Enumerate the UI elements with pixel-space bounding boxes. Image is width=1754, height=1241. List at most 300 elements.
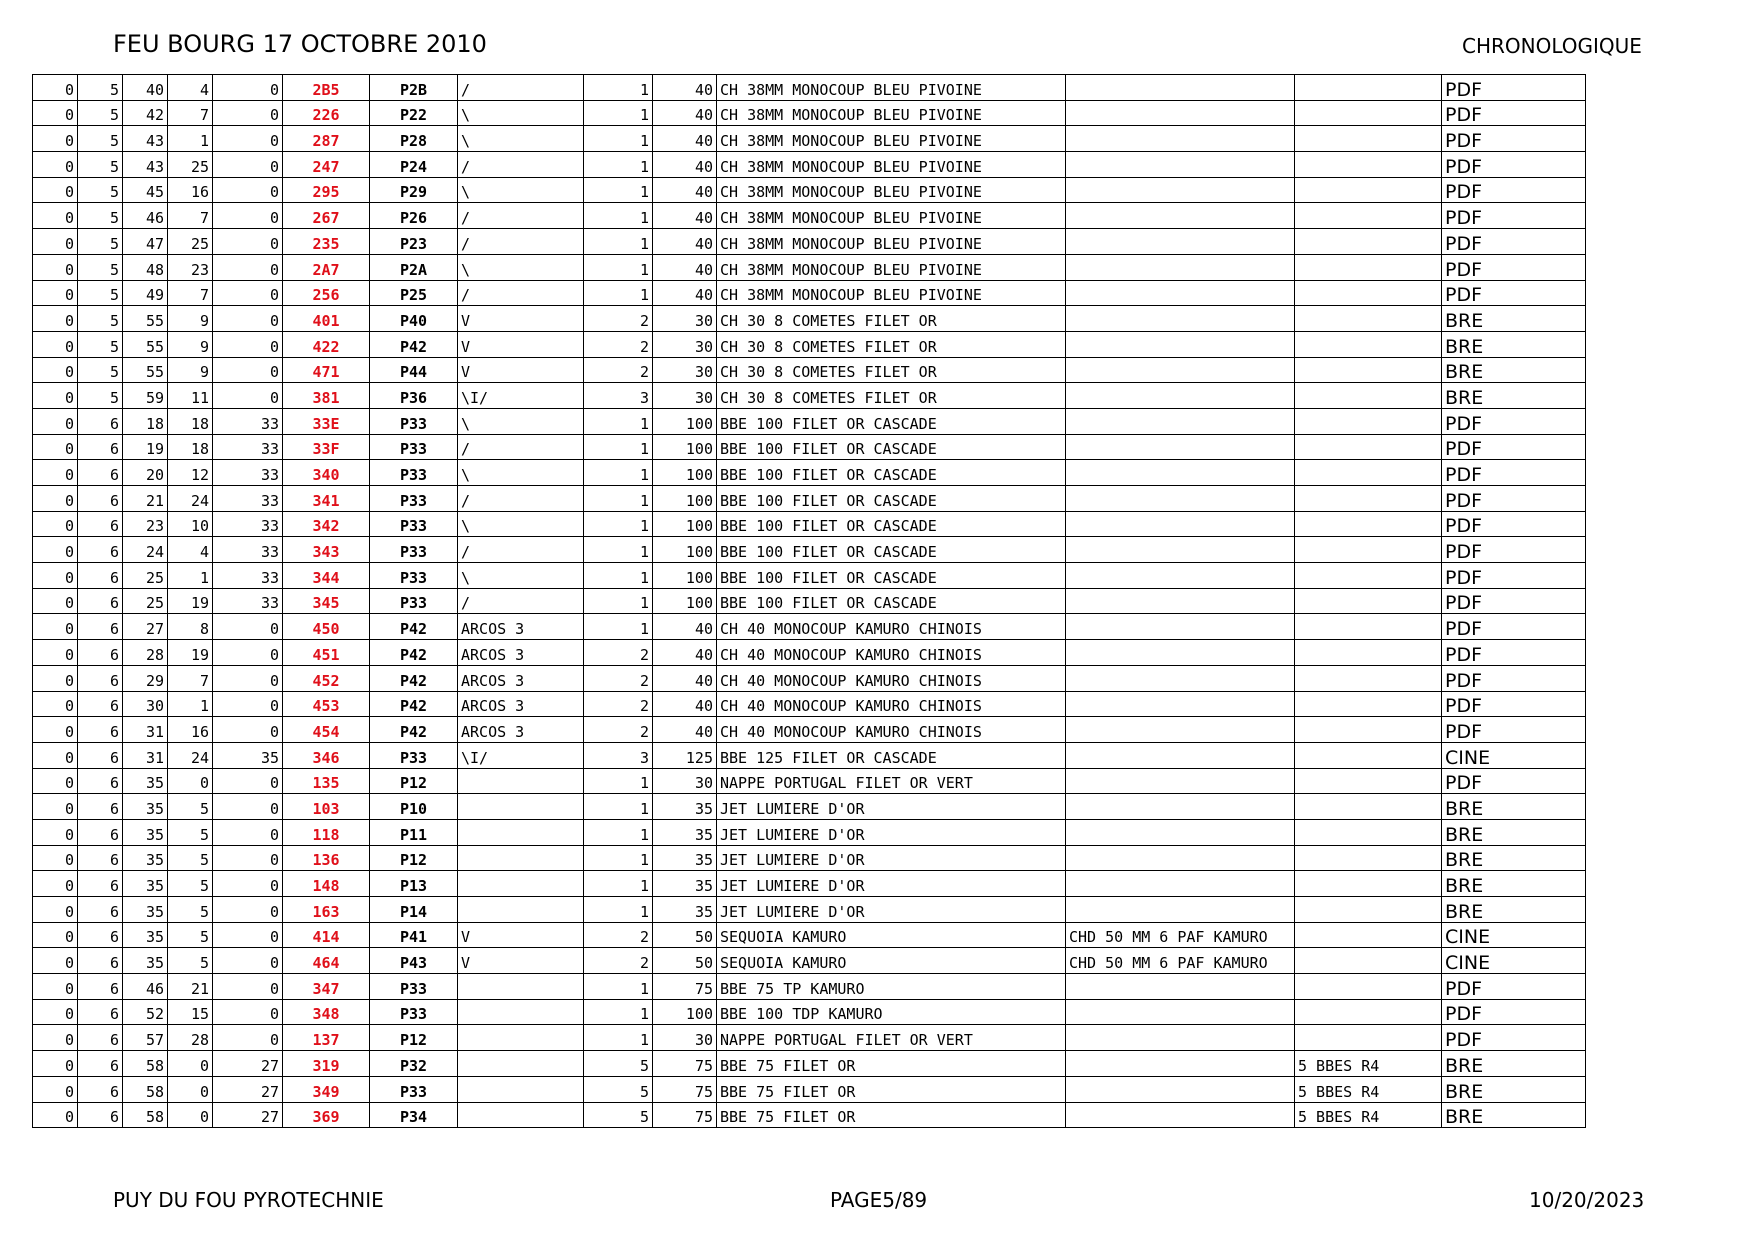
position-cell: P33 (370, 537, 458, 563)
table-row (33, 383, 1586, 409)
caliber-cell: 100 (653, 588, 717, 614)
second-cell: 35 (123, 794, 168, 820)
product-cell: SEQUOIA KAMURO (717, 922, 1066, 948)
table-row (33, 999, 1586, 1025)
position-cell: P29 (370, 177, 458, 203)
footer-company: PUY DU FOU PYROTECHNIE (113, 1188, 384, 1212)
position-cell: P42 (370, 691, 458, 717)
second-cell: 46 (123, 974, 168, 1000)
quantity-cell: 1 (584, 408, 653, 434)
frame-cell: 12 (168, 460, 213, 486)
table-row (33, 100, 1586, 126)
note-cell (1295, 665, 1442, 691)
table-row (33, 1076, 1586, 1102)
ref-cell: 226 (283, 100, 370, 126)
frame-cell: 7 (168, 280, 213, 306)
ref-cell: 451 (283, 640, 370, 666)
note-cell (1295, 691, 1442, 717)
position-cell: P42 (370, 717, 458, 743)
note-cell (1295, 254, 1442, 280)
ref-cell: 381 (283, 383, 370, 409)
caliber-cell: 35 (653, 897, 717, 923)
sort-mode-label: CHRONOLOGIQUE (1462, 34, 1642, 58)
quantity-cell: 5 (584, 1076, 653, 1102)
detail-cell (1066, 588, 1295, 614)
type-cell: BRE (1442, 1076, 1586, 1102)
second-cell: 48 (123, 254, 168, 280)
ref-cell: 344 (283, 563, 370, 589)
caliber-cell: 40 (653, 152, 717, 178)
position-cell: P34 (370, 1102, 458, 1128)
angle-cell (458, 1025, 584, 1051)
table-row (33, 1051, 1586, 1077)
minute-cell: 6 (78, 614, 123, 640)
minute-cell: 6 (78, 974, 123, 1000)
frame-cell: 5 (168, 948, 213, 974)
minute-cell: 6 (78, 845, 123, 871)
position-cell: P28 (370, 126, 458, 152)
product-cell: BBE 75 FILET OR (717, 1051, 1066, 1077)
detail-cell (1066, 640, 1295, 666)
ref-cell: 295 (283, 177, 370, 203)
delay-cell: 0 (213, 75, 283, 101)
delay-cell: 0 (213, 357, 283, 383)
type-cell: CINE (1442, 922, 1586, 948)
quantity-cell: 1 (584, 794, 653, 820)
position-cell: P11 (370, 819, 458, 845)
minute-cell: 5 (78, 306, 123, 332)
detail-cell (1066, 229, 1295, 255)
angle-cell: \ (458, 408, 584, 434)
product-cell: CH 38MM MONOCOUP BLEU PIVOINE (717, 280, 1066, 306)
angle-cell (458, 1102, 584, 1128)
note-cell (1295, 1025, 1442, 1051)
position-cell: P44 (370, 357, 458, 383)
note-cell (1295, 871, 1442, 897)
type-cell: PDF (1442, 511, 1586, 537)
caliber-cell: 75 (653, 1051, 717, 1077)
footer-date: 10/20/2023 (1529, 1188, 1645, 1212)
caliber-cell: 40 (653, 177, 717, 203)
hour-cell: 0 (33, 306, 78, 332)
frame-cell: 9 (168, 331, 213, 357)
product-cell: BBE 100 FILET OR CASCADE (717, 511, 1066, 537)
caliber-cell: 100 (653, 563, 717, 589)
quantity-cell: 2 (584, 665, 653, 691)
detail-cell (1066, 1102, 1295, 1128)
caliber-cell: 40 (653, 100, 717, 126)
second-cell: 25 (123, 563, 168, 589)
angle-cell: \I/ (458, 742, 584, 768)
second-cell: 21 (123, 486, 168, 512)
detail-cell (1066, 75, 1295, 101)
angle-cell: / (458, 434, 584, 460)
position-cell: P12 (370, 1025, 458, 1051)
delay-cell: 33 (213, 563, 283, 589)
note-cell (1295, 511, 1442, 537)
frame-cell: 0 (168, 1051, 213, 1077)
detail-cell (1066, 742, 1295, 768)
quantity-cell: 1 (584, 434, 653, 460)
angle-cell: / (458, 203, 584, 229)
caliber-cell: 40 (653, 665, 717, 691)
detail-cell (1066, 280, 1295, 306)
type-cell: PDF (1442, 537, 1586, 563)
type-cell: PDF (1442, 229, 1586, 255)
second-cell: 40 (123, 75, 168, 101)
minute-cell: 6 (78, 1102, 123, 1128)
position-cell: P12 (370, 768, 458, 794)
delay-cell: 0 (213, 177, 283, 203)
delay-cell: 0 (213, 229, 283, 255)
detail-cell (1066, 357, 1295, 383)
minute-cell: 6 (78, 717, 123, 743)
minute-cell: 6 (78, 511, 123, 537)
minute-cell: 5 (78, 254, 123, 280)
caliber-cell: 30 (653, 306, 717, 332)
note-cell (1295, 203, 1442, 229)
minute-cell: 6 (78, 1051, 123, 1077)
caliber-cell: 75 (653, 1102, 717, 1128)
document-title: FEU BOURG 17 OCTOBRE 2010 (113, 30, 487, 58)
ref-cell: 471 (283, 357, 370, 383)
type-cell: BRE (1442, 845, 1586, 871)
caliber-cell: 100 (653, 999, 717, 1025)
hour-cell: 0 (33, 768, 78, 794)
second-cell: 23 (123, 511, 168, 537)
minute-cell: 5 (78, 383, 123, 409)
caliber-cell: 30 (653, 331, 717, 357)
delay-cell: 27 (213, 1076, 283, 1102)
ref-cell: 235 (283, 229, 370, 255)
position-cell: P24 (370, 152, 458, 178)
angle-cell (458, 845, 584, 871)
position-cell: P42 (370, 640, 458, 666)
caliber-cell: 40 (653, 717, 717, 743)
hour-cell: 0 (33, 486, 78, 512)
minute-cell: 6 (78, 999, 123, 1025)
table-row (33, 152, 1586, 178)
delay-cell: 35 (213, 742, 283, 768)
frame-cell: 18 (168, 434, 213, 460)
frame-cell: 4 (168, 75, 213, 101)
minute-cell: 6 (78, 640, 123, 666)
detail-cell (1066, 999, 1295, 1025)
frame-cell: 25 (168, 229, 213, 255)
caliber-cell: 30 (653, 768, 717, 794)
second-cell: 20 (123, 460, 168, 486)
product-cell: JET LUMIERE D'OR (717, 897, 1066, 923)
ref-cell: 103 (283, 794, 370, 820)
minute-cell: 5 (78, 331, 123, 357)
position-cell: P33 (370, 742, 458, 768)
delay-cell: 0 (213, 203, 283, 229)
caliber-cell: 100 (653, 434, 717, 460)
delay-cell: 0 (213, 331, 283, 357)
note-cell (1295, 897, 1442, 923)
table-row (33, 563, 1586, 589)
note-cell (1295, 460, 1442, 486)
delay-cell: 0 (213, 717, 283, 743)
frame-cell: 7 (168, 100, 213, 126)
frame-cell: 4 (168, 537, 213, 563)
caliber-cell: 40 (653, 640, 717, 666)
product-cell: CH 38MM MONOCOUP BLEU PIVOINE (717, 177, 1066, 203)
caliber-cell: 35 (653, 819, 717, 845)
product-cell: BBE 100 FILET OR CASCADE (717, 408, 1066, 434)
table-body (33, 75, 1586, 1128)
position-cell: P26 (370, 203, 458, 229)
minute-cell: 6 (78, 1076, 123, 1102)
note-cell (1295, 640, 1442, 666)
caliber-cell: 40 (653, 280, 717, 306)
frame-cell: 24 (168, 486, 213, 512)
ref-cell: 347 (283, 974, 370, 1000)
table-row (33, 126, 1586, 152)
hour-cell: 0 (33, 845, 78, 871)
second-cell: 35 (123, 897, 168, 923)
quantity-cell: 1 (584, 75, 653, 101)
detail-cell (1066, 331, 1295, 357)
table-row (33, 1025, 1586, 1051)
firing-sequence-table (32, 74, 1586, 1128)
angle-cell: / (458, 588, 584, 614)
angle-cell: / (458, 280, 584, 306)
quantity-cell: 1 (584, 999, 653, 1025)
type-cell: BRE (1442, 871, 1586, 897)
table-row (33, 640, 1586, 666)
frame-cell: 21 (168, 974, 213, 1000)
detail-cell (1066, 691, 1295, 717)
detail-cell (1066, 486, 1295, 512)
angle-cell (458, 794, 584, 820)
note-cell (1295, 948, 1442, 974)
note-cell (1295, 588, 1442, 614)
type-cell: BRE (1442, 383, 1586, 409)
detail-cell (1066, 897, 1295, 923)
delay-cell: 0 (213, 691, 283, 717)
hour-cell: 0 (33, 100, 78, 126)
frame-cell: 1 (168, 691, 213, 717)
quantity-cell: 2 (584, 357, 653, 383)
angle-cell (458, 819, 584, 845)
frame-cell: 19 (168, 640, 213, 666)
hour-cell: 0 (33, 794, 78, 820)
delay-cell: 0 (213, 768, 283, 794)
second-cell: 58 (123, 1102, 168, 1128)
table-row (33, 229, 1586, 255)
quantity-cell: 2 (584, 640, 653, 666)
second-cell: 31 (123, 717, 168, 743)
table-row (33, 203, 1586, 229)
minute-cell: 6 (78, 486, 123, 512)
product-cell: CH 38MM MONOCOUP BLEU PIVOINE (717, 75, 1066, 101)
note-cell (1295, 280, 1442, 306)
type-cell: PDF (1442, 254, 1586, 280)
ref-cell: 414 (283, 922, 370, 948)
ref-cell: 148 (283, 871, 370, 897)
ref-cell: 450 (283, 614, 370, 640)
frame-cell: 1 (168, 126, 213, 152)
minute-cell: 6 (78, 408, 123, 434)
delay-cell: 0 (213, 845, 283, 871)
position-cell: P2A (370, 254, 458, 280)
minute-cell: 6 (78, 819, 123, 845)
type-cell: PDF (1442, 486, 1586, 512)
hour-cell: 0 (33, 357, 78, 383)
detail-cell (1066, 152, 1295, 178)
delay-cell: 0 (213, 306, 283, 332)
caliber-cell: 50 (653, 922, 717, 948)
position-cell: P23 (370, 229, 458, 255)
frame-cell: 0 (168, 1102, 213, 1128)
frame-cell: 0 (168, 768, 213, 794)
angle-cell: \ (458, 100, 584, 126)
caliber-cell: 40 (653, 614, 717, 640)
hour-cell: 0 (33, 999, 78, 1025)
quantity-cell: 2 (584, 306, 653, 332)
angle-cell: \ (458, 511, 584, 537)
ref-cell: 342 (283, 511, 370, 537)
note-cell (1295, 306, 1442, 332)
ref-cell: 345 (283, 588, 370, 614)
ref-cell: 136 (283, 845, 370, 871)
ref-cell: 2A7 (283, 254, 370, 280)
product-cell: CH 40 MONOCOUP KAMURO CHINOIS (717, 665, 1066, 691)
minute-cell: 5 (78, 357, 123, 383)
detail-cell (1066, 974, 1295, 1000)
delay-cell: 33 (213, 460, 283, 486)
product-cell: CH 38MM MONOCOUP BLEU PIVOINE (717, 203, 1066, 229)
detail-cell (1066, 203, 1295, 229)
caliber-cell: 30 (653, 1025, 717, 1051)
type-cell: BRE (1442, 331, 1586, 357)
quantity-cell: 1 (584, 974, 653, 1000)
type-cell: PDF (1442, 691, 1586, 717)
frame-cell: 5 (168, 922, 213, 948)
minute-cell: 6 (78, 768, 123, 794)
hour-cell: 0 (33, 948, 78, 974)
ref-cell: 422 (283, 331, 370, 357)
minute-cell: 6 (78, 460, 123, 486)
hour-cell: 0 (33, 1025, 78, 1051)
delay-cell: 0 (213, 794, 283, 820)
caliber-cell: 50 (653, 948, 717, 974)
second-cell: 35 (123, 768, 168, 794)
product-cell: BBE 100 TDP KAMURO (717, 999, 1066, 1025)
frame-cell: 9 (168, 357, 213, 383)
angle-cell: / (458, 537, 584, 563)
ref-cell: 464 (283, 948, 370, 974)
ref-cell: 343 (283, 537, 370, 563)
product-cell: NAPPE PORTUGAL FILET OR VERT (717, 1025, 1066, 1051)
position-cell: P33 (370, 511, 458, 537)
type-cell: BRE (1442, 306, 1586, 332)
product-cell: BBE 100 FILET OR CASCADE (717, 486, 1066, 512)
note-cell (1295, 126, 1442, 152)
delay-cell: 0 (213, 1025, 283, 1051)
angle-cell: \ (458, 563, 584, 589)
frame-cell: 7 (168, 665, 213, 691)
quantity-cell: 2 (584, 922, 653, 948)
second-cell: 31 (123, 742, 168, 768)
minute-cell: 6 (78, 1025, 123, 1051)
second-cell: 45 (123, 177, 168, 203)
angle-cell (458, 768, 584, 794)
position-cell: P13 (370, 871, 458, 897)
type-cell: BRE (1442, 1051, 1586, 1077)
caliber-cell: 40 (653, 229, 717, 255)
ref-cell: 247 (283, 152, 370, 178)
type-cell: PDF (1442, 999, 1586, 1025)
table-row (33, 922, 1586, 948)
type-cell: PDF (1442, 434, 1586, 460)
ref-cell: 453 (283, 691, 370, 717)
table-row (33, 75, 1586, 101)
second-cell: 55 (123, 357, 168, 383)
frame-cell: 7 (168, 203, 213, 229)
product-cell: CH 38MM MONOCOUP BLEU PIVOINE (717, 152, 1066, 178)
ref-cell: 267 (283, 203, 370, 229)
caliber-cell: 75 (653, 1076, 717, 1102)
table-row (33, 177, 1586, 203)
table-row (33, 537, 1586, 563)
table-row (33, 871, 1586, 897)
caliber-cell: 100 (653, 537, 717, 563)
minute-cell: 6 (78, 742, 123, 768)
minute-cell: 6 (78, 434, 123, 460)
ref-cell: 454 (283, 717, 370, 743)
table-row (33, 486, 1586, 512)
minute-cell: 6 (78, 897, 123, 923)
frame-cell: 18 (168, 408, 213, 434)
product-cell: BBE 75 FILET OR (717, 1102, 1066, 1128)
position-cell: P14 (370, 897, 458, 923)
ref-cell: 118 (283, 819, 370, 845)
quantity-cell: 1 (584, 280, 653, 306)
frame-cell: 28 (168, 1025, 213, 1051)
table-row (33, 819, 1586, 845)
delay-cell: 0 (213, 871, 283, 897)
type-cell: PDF (1442, 974, 1586, 1000)
caliber-cell: 40 (653, 254, 717, 280)
note-cell: 5 BBES R4 (1295, 1076, 1442, 1102)
detail-cell (1066, 871, 1295, 897)
table-row (33, 691, 1586, 717)
table-row (33, 717, 1586, 743)
angle-cell: / (458, 229, 584, 255)
note-cell: 5 BBES R4 (1295, 1051, 1442, 1077)
angle-cell: ARCOS 3 (458, 717, 584, 743)
frame-cell: 5 (168, 819, 213, 845)
type-cell: PDF (1442, 1025, 1586, 1051)
quantity-cell: 2 (584, 948, 653, 974)
ref-cell: 33E (283, 408, 370, 434)
position-cell: P22 (370, 100, 458, 126)
table-row (33, 280, 1586, 306)
product-cell: JET LUMIERE D'OR (717, 794, 1066, 820)
product-cell: CH 30 8 COMETES FILET OR (717, 306, 1066, 332)
product-cell: BBE 100 FILET OR CASCADE (717, 537, 1066, 563)
table-row (33, 511, 1586, 537)
hour-cell: 0 (33, 511, 78, 537)
second-cell: 35 (123, 948, 168, 974)
ref-cell: 33F (283, 434, 370, 460)
table-row (33, 306, 1586, 332)
hour-cell: 0 (33, 229, 78, 255)
table-row (33, 408, 1586, 434)
second-cell: 35 (123, 922, 168, 948)
